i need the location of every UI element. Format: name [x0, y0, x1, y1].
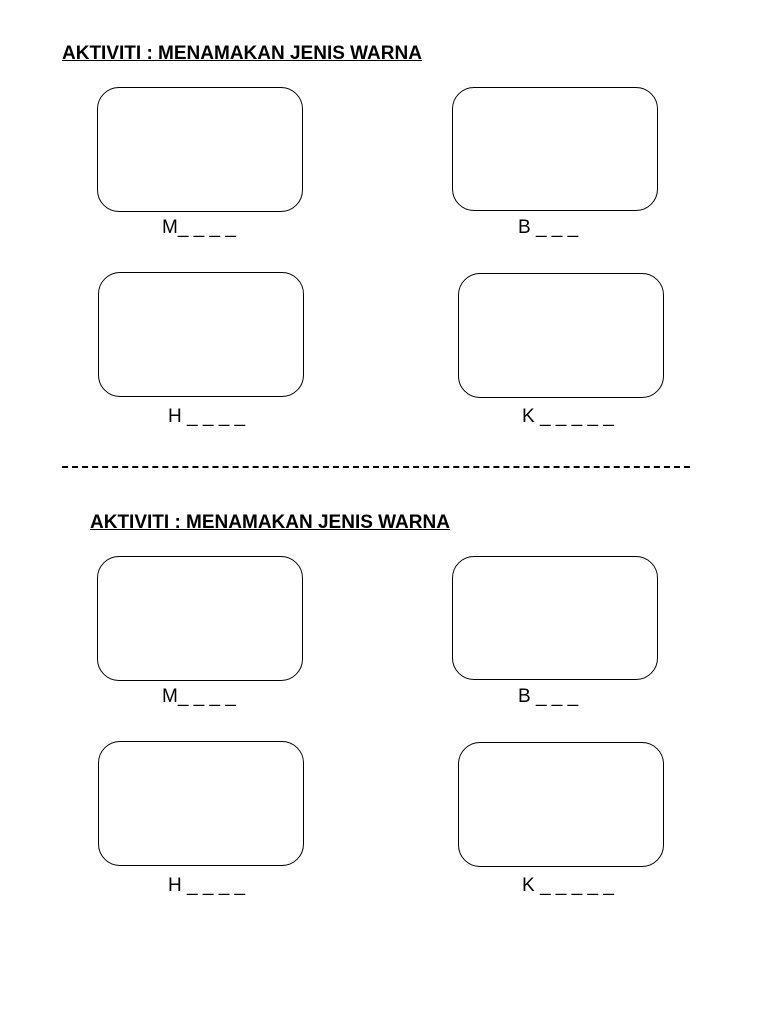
color-word-blank: M_ _ _ _	[162, 686, 236, 707]
color-word-blank: H _ _ _ _	[168, 406, 246, 427]
dashed-cut-line	[62, 466, 690, 468]
color-word-blank: B _ _ _	[518, 686, 579, 707]
color-box	[452, 87, 658, 211]
section-title: AKTIVITI : MENAMAKAN JENIS WARNA	[62, 43, 422, 64]
color-box	[97, 556, 303, 681]
color-box	[97, 87, 303, 212]
color-word-blank: H _ _ _ _	[168, 875, 246, 896]
color-box	[458, 273, 664, 398]
color-box	[452, 556, 658, 680]
section-title: AKTIVITI : MENAMAKAN JENIS WARNA	[90, 512, 450, 533]
color-word-blank: B _ _ _	[518, 217, 579, 238]
color-box	[98, 741, 304, 866]
color-word-blank: K _ _ _ _ _	[522, 875, 614, 896]
color-box	[458, 742, 664, 867]
color-word-blank: K _ _ _ _ _	[522, 406, 614, 427]
color-box	[98, 272, 304, 397]
color-word-blank: M_ _ _ _	[162, 217, 236, 238]
